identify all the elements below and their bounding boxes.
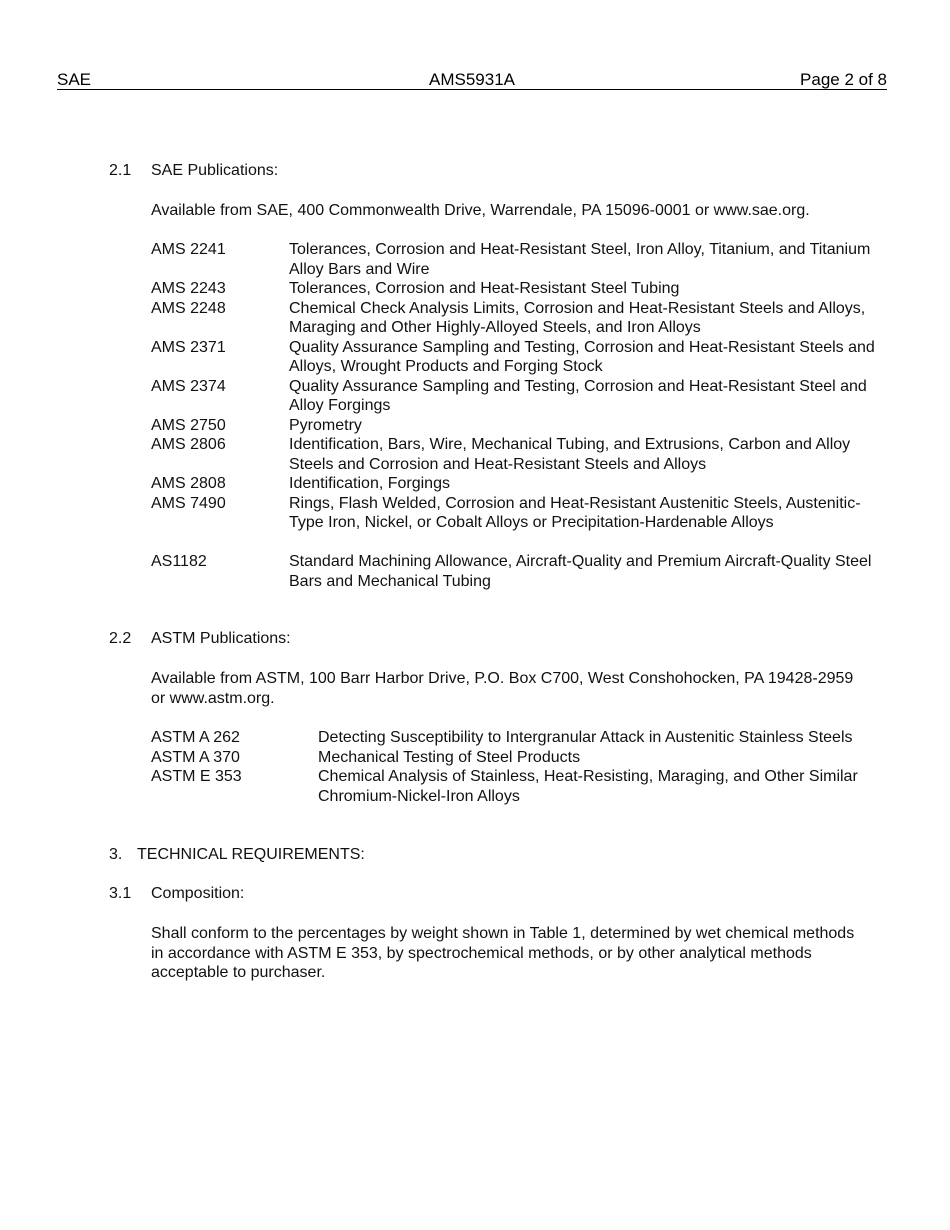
reference-title: Chemical Analysis of Stainless, Heat-Resisting, Maraging, and Other Similar Chromium-Nickel-Iron Alloys (318, 768, 858, 805)
reference-title: Quality Assurance Sampling and Testing, Corrosion and Heat-Resistant Steels and Alloys, Wrought Products and Forging Stock (289, 338, 875, 375)
section-number: 3. (109, 846, 123, 863)
reference-code: AS1182 (151, 553, 207, 570)
reference-code: AMS 2374 (151, 377, 226, 395)
reference-code: AMS 2750 (151, 416, 226, 434)
reference-title: Identification, Forgings (289, 475, 450, 492)
reference-code: ASTM A 370 (151, 748, 240, 766)
reference-code: AMS 2371 (151, 338, 226, 356)
reference-title: Chemical Check Analysis Limits, Corrosion and Heat-Resistant Steels and Alloys, Maraging and Other Highly-Alloyed Steels, and Iron Alloys (289, 299, 866, 336)
reference-row (151, 728, 876, 748)
reference-title: Pyrometry (289, 416, 362, 434)
reference-row (151, 279, 876, 299)
section-title: ASTM Publications: (151, 630, 291, 647)
reference-title: Mechanical Testing of Steel Products (318, 748, 581, 766)
reference-row (151, 338, 876, 377)
reference-code: AMS 2243 (151, 280, 226, 297)
reference-code: AMS 2248 (151, 299, 226, 317)
sae-reference-list (151, 240, 876, 591)
composition-body: Shall conform to the percentages by weight shown in Table 1, determined by wet chemical methods in accordance with ASTM E 353, by spectrochemical methods, or by other analytical methods acceptable to purchaser. (151, 925, 855, 981)
reference-row (151, 416, 876, 436)
reference-title: Rings, Flash Welded, Corrosion and Heat-Resistant Austenitic Steels, Austenitic-Type Iron, Nickel, or Cobalt Alloys or Precipitation-Hardenable Alloys (289, 494, 861, 531)
astm-availability: Available from ASTM, 100 Barr Harbor Drive, P.O. Box C700, West Conshohocken, PA 19428-2959 or www.astm.org. (151, 670, 854, 707)
header-page-number: Page 2 of 8 (800, 70, 887, 89)
astm-reference-list (151, 728, 876, 806)
reference-row (151, 474, 876, 494)
reference-row (151, 299, 876, 338)
header-document-number: AMS5931A (429, 70, 515, 89)
section-title: Composition: (151, 885, 245, 902)
sae-availability: Available from SAE, 400 Commonwealth Drive, Warrendale, PA 15096-0001 or www.sae.org. (151, 202, 810, 219)
section-title: TECHNICAL REQUIREMENTS: (137, 846, 365, 863)
section-number: 3.1 (109, 885, 132, 902)
section-number: 2.1 (109, 162, 132, 179)
page-header (57, 70, 887, 90)
reference-code: AMS 2808 (151, 475, 226, 492)
reference-code: ASTM A 262 (151, 729, 240, 746)
section-3-heading (109, 845, 365, 865)
reference-title: Detecting Susceptibility to Intergranular Attack in Austenitic Stainless Steels (318, 729, 853, 746)
reference-code: AMS 2241 (151, 241, 226, 258)
reference-row (151, 552, 876, 591)
reference-title: Standard Machining Allowance, Aircraft-Quality and Premium Aircraft-Quality Steel Bars and Mechanical Tubing (289, 553, 872, 590)
reference-row (151, 377, 876, 416)
reference-code: AMS 7490 (151, 494, 226, 512)
spacer (151, 533, 876, 553)
reference-row (151, 240, 876, 279)
reference-code: ASTM E 353 (151, 768, 242, 785)
reference-row (151, 435, 876, 474)
reference-title: Tolerances, Corrosion and Heat-Resistant Steel Tubing (289, 280, 680, 297)
reference-code: AMS 2806 (151, 436, 226, 453)
reference-row (151, 494, 876, 533)
section-2-2-heading (109, 629, 291, 649)
reference-row (151, 748, 876, 768)
section-2-1-heading (109, 161, 278, 181)
section-title: SAE Publications: (151, 162, 279, 179)
section-number: 2.2 (109, 630, 132, 647)
reference-title: Quality Assurance Sampling and Testing, Corrosion and Heat-Resistant Steel and Alloy Forgings (289, 377, 867, 414)
header-publisher: SAE (57, 70, 92, 89)
reference-row (151, 767, 876, 806)
reference-title: Tolerances, Corrosion and Heat-Resistant Steel, Iron Alloy, Titanium, and Titanium Alloy Bars and Wire (289, 241, 871, 278)
reference-title: Identification, Bars, Wire, Mechanical Tubing, and Extrusions, Carbon and Alloy Steels and Corrosion and Heat-Resistant Steels and Alloys (289, 436, 851, 473)
section-3-1-heading (109, 884, 244, 904)
